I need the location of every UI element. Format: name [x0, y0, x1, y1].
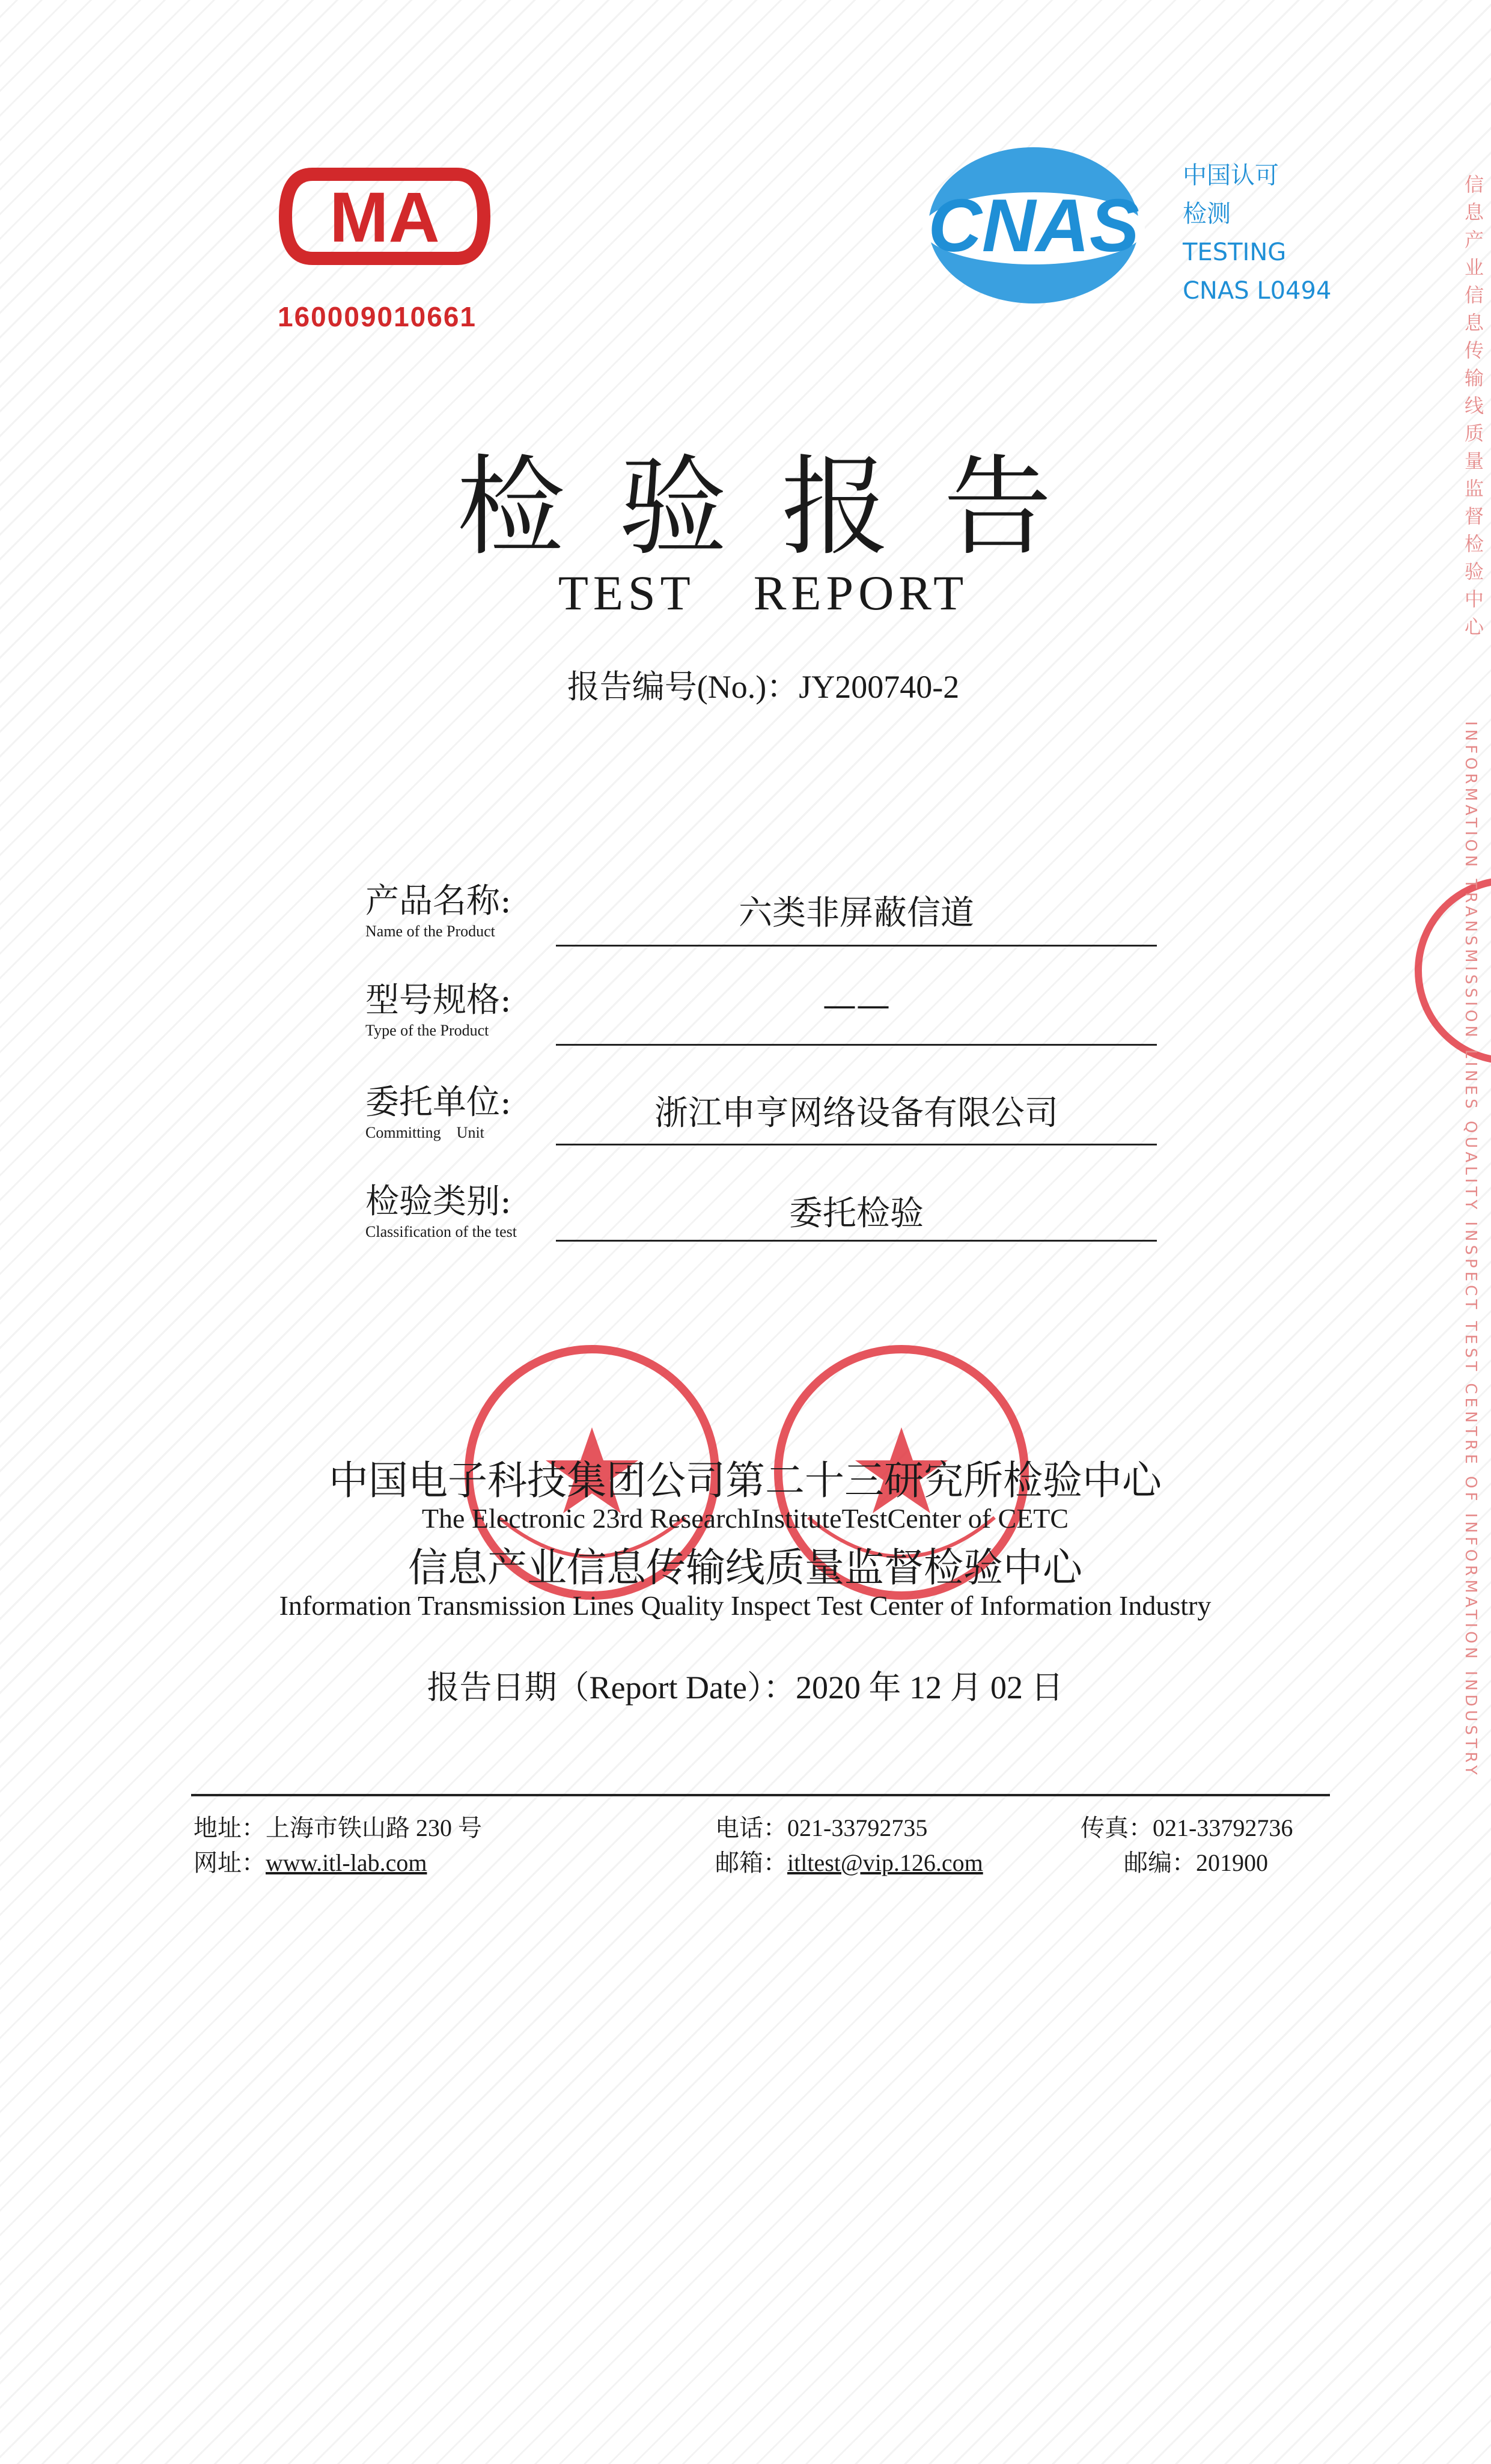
field-label-en: Type of the Product	[365, 1022, 489, 1039]
cma-logo	[276, 162, 493, 270]
field-product-type	[365, 974, 511, 1040]
field-underline	[556, 1144, 1157, 1145]
field-underline	[556, 1044, 1157, 1046]
report-title-cn: 检验报告	[456, 445, 1106, 570]
cnas-logo	[919, 138, 1148, 313]
field-label-en: Name of the Product	[365, 922, 495, 940]
field-value-product-name: 六类非屏蔽信道	[739, 894, 974, 933]
field-value-product-type: ——	[823, 986, 890, 1025]
field-committing-unit	[365, 1076, 511, 1142]
field-underline	[556, 945, 1157, 947]
footer-address: 地址：上海市铁山路 230 号	[194, 1814, 482, 1841]
field-label-en: Classification of the test	[365, 1223, 517, 1240]
cma-logo-icon	[276, 162, 493, 270]
field-value-committing-unit: 浙江申亨网络设备有限公司	[654, 1094, 1058, 1133]
email-link[interactable]: itltest@vip.126.com	[787, 1849, 983, 1876]
footer-postcode: 邮编：201900	[1124, 1849, 1268, 1876]
footer-email	[715, 1844, 983, 1878]
svg-text:MA: MA	[329, 178, 440, 257]
footer-website	[194, 1844, 427, 1878]
cnas-line: 中国认可	[1183, 162, 1279, 189]
website-label: 网址：	[194, 1849, 266, 1876]
website-link[interactable]: www.itl-lab.com	[266, 1849, 427, 1876]
organization-name-en-2: Information Transmission Lines Quality Inspect Test Center of Information Industry	[279, 1590, 1212, 1621]
report-title-en: TEST REPORT	[558, 566, 969, 620]
field-label-en: Committing Unit	[365, 1124, 484, 1141]
field-underline	[556, 1240, 1157, 1242]
cma-number: 160009010661	[278, 301, 477, 332]
cnas-line: 检测	[1183, 200, 1231, 228]
sidebar-center-name-en: INFORMATION TRANSMISSION LINES QUALITY INSPECT TEST CENTRE OF INFORMATION INDUSTRY	[1462, 721, 1480, 1779]
field-label-cn: 产品名称:	[365, 882, 511, 921]
footer-divider	[191, 1794, 1330, 1796]
email-label: 邮箱：	[715, 1849, 787, 1876]
sidebar-center-name-cn: 信息产业信息传输线质量监督检验中心	[1462, 174, 1484, 644]
organization-name-cn-2: 信息产业信息传输线质量监督检验中心	[408, 1545, 1082, 1591]
report-number: 报告编号(No.)：JY200740-2	[567, 669, 960, 705]
field-test-classification	[365, 1175, 517, 1241]
field-label-cn: 委托单位:	[365, 1083, 511, 1122]
organization-name-en-1: The Electronic 23rd ResearchInstituteTestCenter of CETC	[421, 1503, 1069, 1534]
report-date: 报告日期（Report Date）：2020 年 12 月 02 日	[427, 1670, 1064, 1706]
organization-name-cn-1: 中国电子科技集团公司第二十三研究所检验中心	[329, 1457, 1162, 1504]
field-label-cn: 型号规格:	[365, 981, 511, 1020]
cnas-wordmark: CNAS	[928, 184, 1139, 267]
cnas-logo-icon	[919, 138, 1148, 313]
cnas-accreditation-text	[1183, 156, 1331, 310]
field-value-test-classification: 委托检验	[789, 1194, 924, 1233]
field-label-cn: 检验类别:	[365, 1182, 511, 1221]
cnas-line: CNAS L0494	[1183, 277, 1332, 305]
footer-phone: 电话：021-33792735	[715, 1814, 928, 1841]
field-product-name	[365, 874, 511, 941]
footer-fax: 传真：021-33792736	[1081, 1814, 1293, 1841]
cnas-line: TESTING	[1183, 239, 1287, 266]
